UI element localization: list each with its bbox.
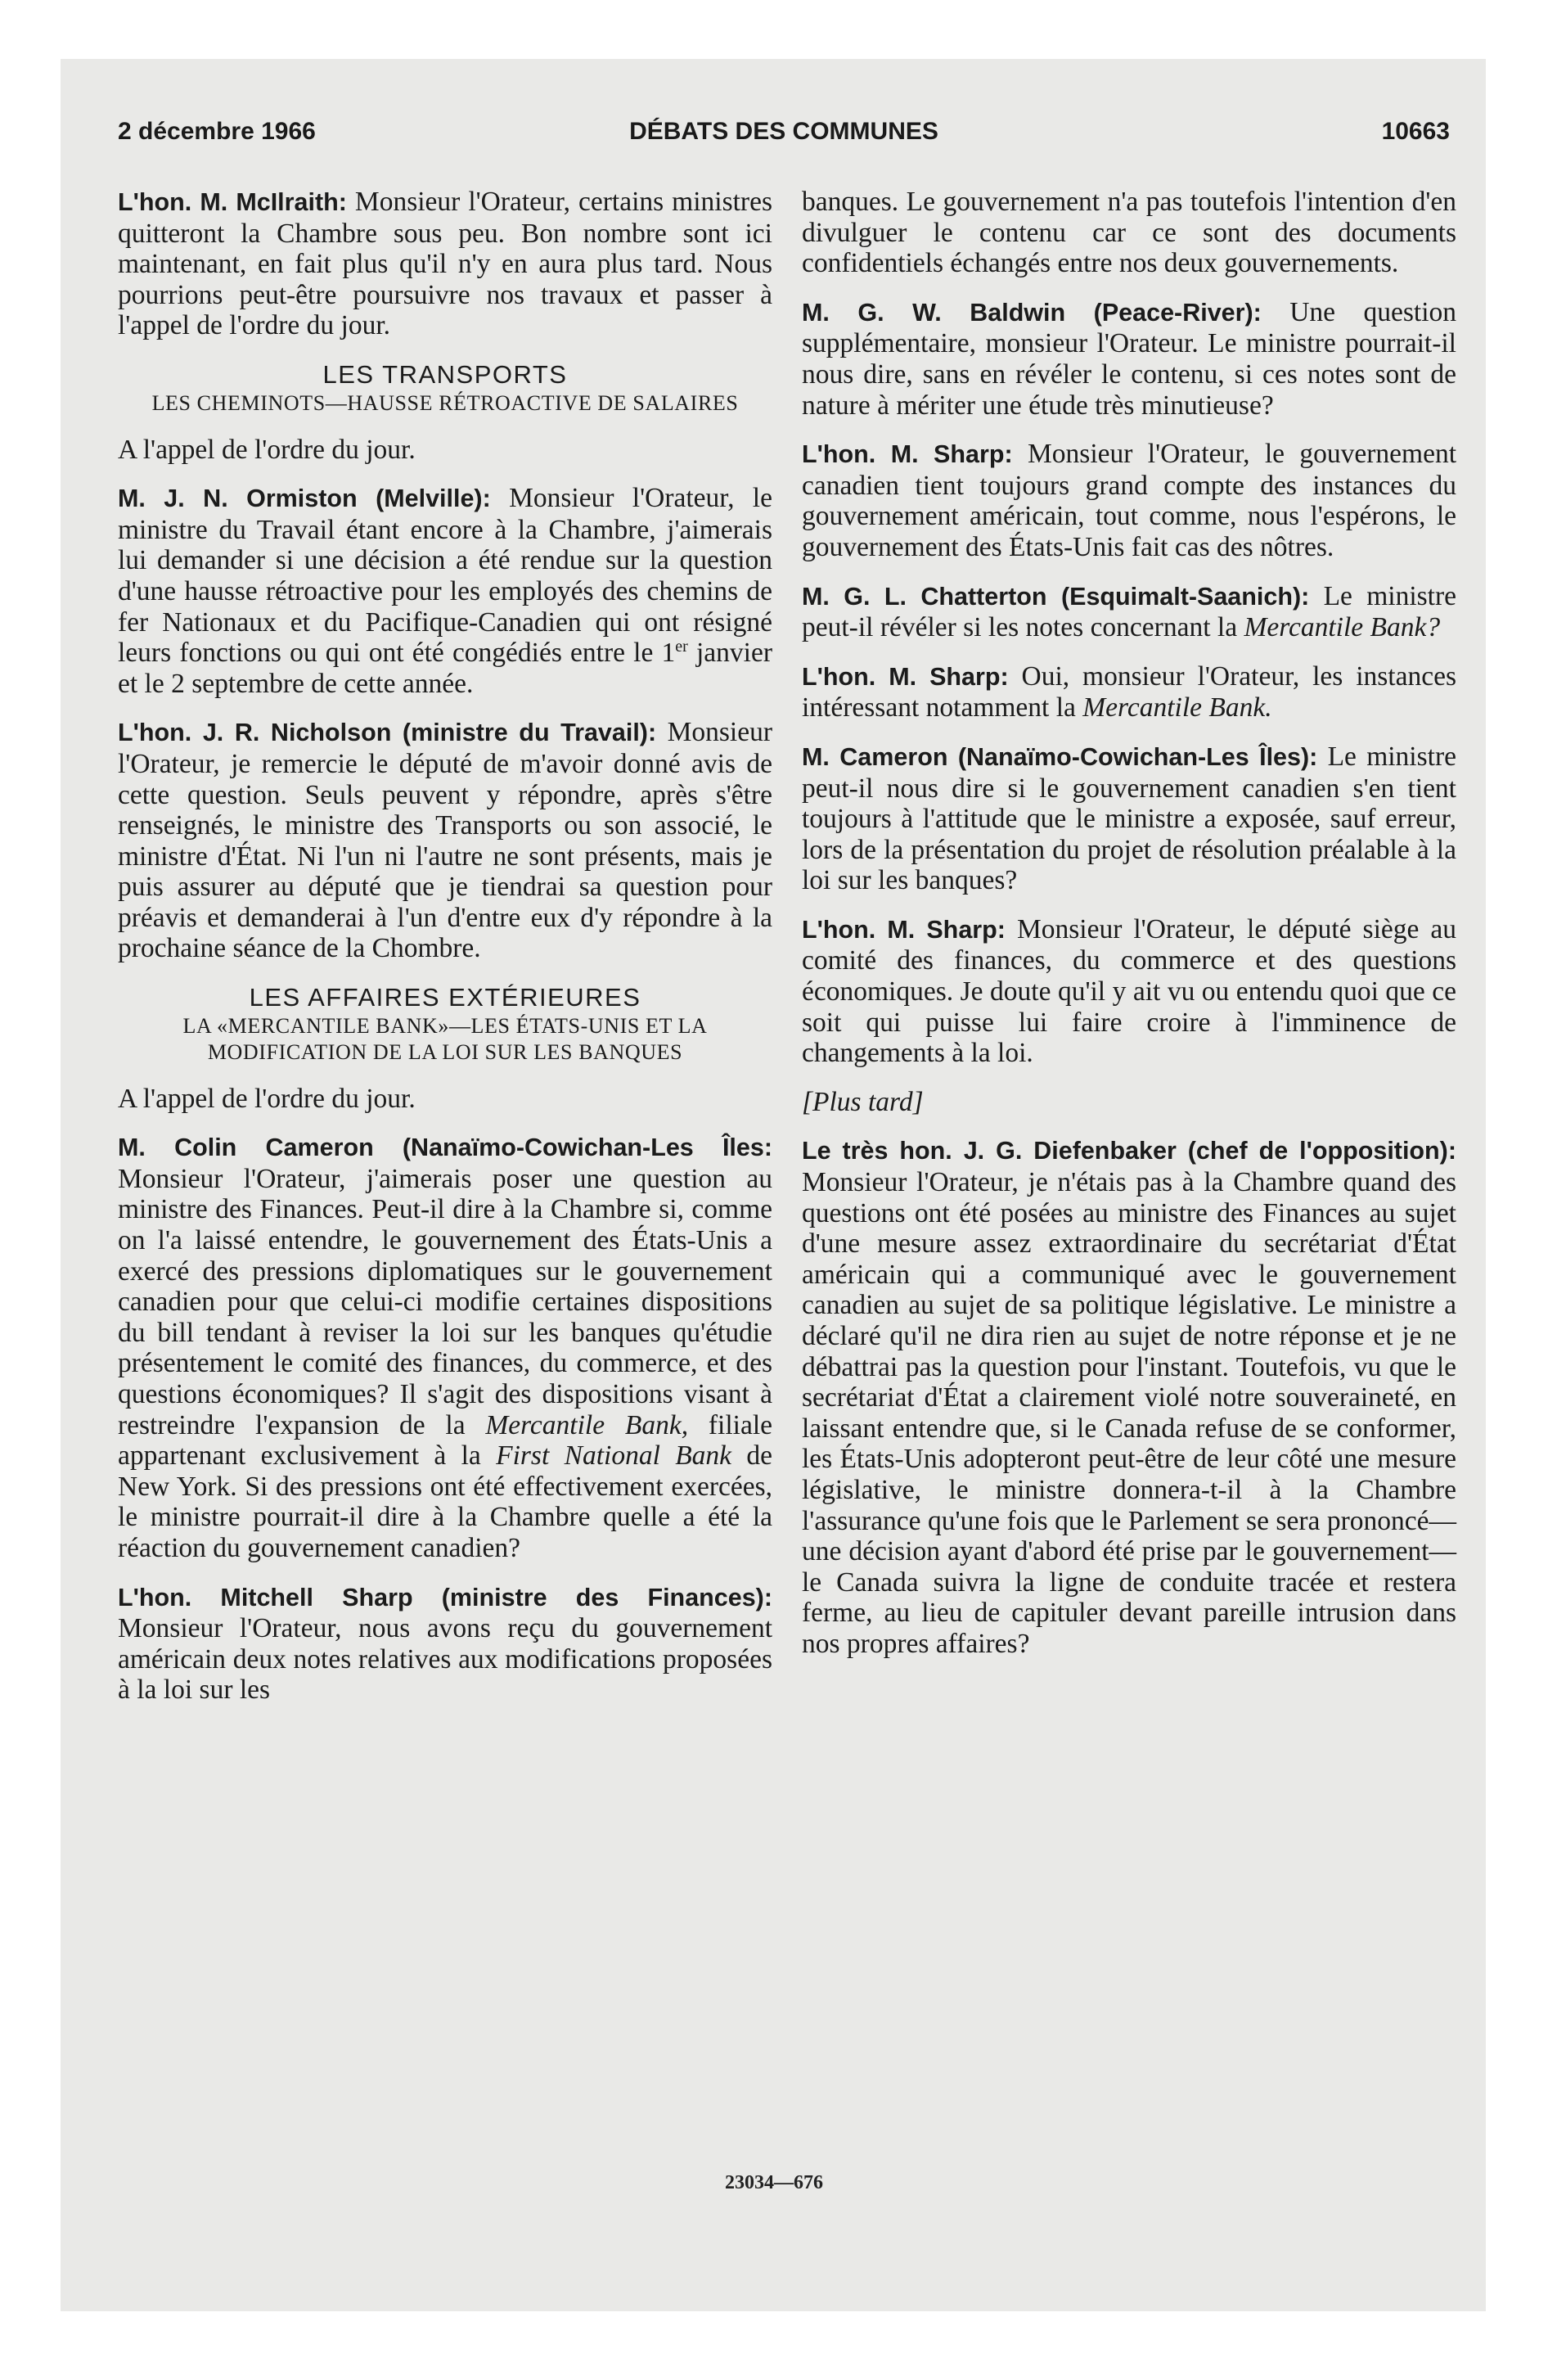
italic-text: Mercantile Bank.: [1082, 692, 1272, 723]
paragraph: A l'appel de l'ordre du jour.: [118, 434, 416, 465]
paragraph: [118, 717, 772, 964]
speaker-name: M. G. W. Baldwin (Peace-River):: [802, 298, 1262, 327]
speaker-name: L'hon. M. Sharp:: [802, 662, 1009, 691]
paragraph: [802, 661, 1456, 723]
section-subtitle: LA «MERCANTILE BANK»—LES ÉTATS-UNIS ET LA MODIFICATION DE LA LOI SUR LES BANQUES: [182, 1013, 708, 1064]
speaker-name: Le très hon. J. G. Diefenbaker (chef de l'opposition):: [802, 1137, 1456, 1165]
speech-text: Monsieur l'Orateur, je n'étais pas à la Chambre quand des questions ont été posées au ministre des Finances au sujet d'une mesure assez extraordinaire du secrétariat d'État américain qui a communiqué avec le gouvernement canadien au sujet de sa politique législative. Le ministre a déclaré qu'il ne dira rien au sujet de notre réponse et je ne débattrai pas la question pour l'instant. Toutefois, vu que le secrétariat d'État a clairement violé notre souveraineté, en laissant entendre que, si le Canada refuse de se conformer, les États-Unis adopteront peut-être de leur côté une mesure législative, le ministre donnera-t-il à la Chambre l'assurance qu'une fois que le Parlement se sera prononcé—une décision ayant d'abord été prise par le gouvernement—le Canada suivra la ligne de conduite tracée et restera ferme, au lieu de capituler devant pareille intrusion dans nos propres affaires?: [802, 1167, 1456, 1659]
paragraph: A l'appel de l'ordre du jour.: [118, 1083, 416, 1114]
speaker-name: L'hon. J. R. Nicholson (ministre du Travail):: [118, 719, 657, 747]
section-subtitle: LES CHEMINOTS—HAUSSE RÉTROACTIVE DE SALAIRES: [151, 390, 739, 415]
speech-text: Monsieur l'Orateur, le ministre du Travail étant encore à la Chambre, j'aimerais lui demander si une décision a été rendue sur la question d'une hausse rétroactive pour les employés des chemins de fer Nationaux et du Pacifique-Canadien qui ont résigné leurs fonctions ou qui ont été congédiés entre le 1: [118, 483, 772, 669]
right-column: [802, 187, 1456, 1660]
superscript: er: [675, 637, 688, 656]
speech-text: Monsieur l'Orateur, je remercie le député de m'avoir donné avis de cette question. Seuls peuvent y répondre, après s'être renseignés, le ministre des Transports ou son associé, le ministre d'État. Ni l'un ni l'autre ne sont présents, mais je puis assurer au député que je tiendrai sa question pour préavis et demanderai à l'un d'entre eux d'y répondre à la prochaine séance de la Chombre.: [118, 717, 773, 964]
paragraph: [802, 1135, 1456, 1659]
header-page-number: 10663: [1381, 118, 1450, 145]
bracket-note: [Plus tard]: [802, 1086, 924, 1117]
speaker-name: L'hon. Mitchell Sharp (ministre des Finances):: [118, 1583, 772, 1611]
header-date: 2 décembre 1966: [118, 118, 316, 145]
speech-text: Monsieur l'Orateur, nous avons reçu du gouvernement américain deux notes relatives aux modifications proposées à la loi sur les: [118, 1613, 772, 1706]
speaker-name: M. Cameron (Nanaïmo-Cowichan-Les Îles):: [802, 742, 1318, 771]
section-title: LES AFFAIRES EXTÉRIEURES: [249, 983, 641, 1012]
italic-text: First National Bank: [496, 1440, 732, 1472]
italic-text: Mercantile Bank,: [485, 1409, 689, 1440]
speaker-name: L'hon. M. McIlraith:: [118, 188, 347, 216]
header-title: DÉBATS DES COMMUNES: [629, 118, 938, 145]
paragraph: [118, 187, 772, 341]
paragraph: [802, 1087, 1456, 1118]
speech-text: Monsieur l'Orateur, le gouvernement canadien tient toujours grand compte des instances du gouvernement américain, tout comme, nous l'espérons, le gouvernement des États-Unis fait cas des nôtres.: [802, 439, 1457, 562]
paragraph: [118, 1582, 772, 1706]
section-title: LES TRANSPORTS: [322, 359, 568, 389]
speech-text: Le ministre peut-il nous dire si le gouvernement canadien s'en tient toujours à l'attitude que le ministre a exposée, sauf erreur, lors de la présentation du projet de résolution préalable à la loi sur les banques?: [802, 741, 1456, 896]
speech-text: Oui, monsieur l'Orateur, les instances intéressant notamment la: [802, 660, 1456, 723]
speech-text: de New York. Si des pressions ont été effectivement exercées, le ministre pourrait-il dire à la Chambre quelle a été la réaction du gouvernement canadien?: [118, 1440, 772, 1563]
speaker-name: M. Colin Cameron (Nanaïmo-Cowichan-Les Îles:: [118, 1134, 772, 1162]
italic-text: Mercantile Bank?: [1244, 612, 1441, 643]
speech-text: janvier et le 2 septembre de cette année.: [118, 638, 772, 699]
speaker-name: L'hon. M. Sharp:: [802, 440, 1013, 469]
speech-text: filiale appartenant exclusivement à la: [118, 1409, 773, 1472]
paragraph: [802, 297, 1456, 421]
paragraph: [118, 483, 772, 699]
left-column: [118, 187, 772, 1706]
speech-text: Monsieur l'Orateur, le député siège au comité des finances, du commerce et des questions économiques. Je doute qu'il y ait vu ou entendu quoi que ce soit qui puisse lui faire croire à l'imminence de changements à la loi.: [802, 913, 1456, 1069]
paragraph: banques. Le gouvernement n'a pas toutefois l'intention d'en divulguer le contenu car ce sont des documents confidentiels échangés entre nos deux gouvernements.: [802, 187, 1456, 279]
speech-text: Monsieur l'Orateur, j'aimerais poser une question au ministre des Finances. Peut-il dire à la Chambre si, comme on l'a laissé entendre, le gouvernement des États-Unis a exercé des pressions diplomatiques sur le gouvernement canadien pour que celui-ci modifie certaines dispositions du bill tendant à reviser la loi sur les banques qu'étudie présentement le comité des finances, du commerce, et des questions économiques? Il s'agit des dispositions visant à restreindre l'expansion de la: [118, 1163, 772, 1440]
paragraph: [802, 581, 1456, 643]
footer-code: 23034—676: [725, 2172, 823, 2193]
paragraph: [802, 439, 1456, 562]
speech-text: Monsieur l'Orateur, certains ministres quitteront la Chambre sous peu. Bon nombre sont ici maintenant, en fait plus qu'il n'y en aura plus tard. Nous pourrions peut-être poursuivre nos travaux et passer à l'appel de l'ordre du jour.: [118, 187, 772, 341]
paragraph: [802, 914, 1456, 1069]
speech-text: Une question supplémentaire, monsieur l'Orateur. Le ministre pourrait-il nous dire, sans en révéler le contenu, si ces notes sont de nature à mériter une étude très minutieuse?: [802, 296, 1456, 421]
speaker-name: M. J. N. Ormiston (Melville):: [118, 485, 491, 513]
page-header: [118, 118, 1450, 154]
speaker-name: M. G. L. Chatterton (Esquimalt-Saanich):: [802, 582, 1310, 611]
speech-text: Le ministre peut-il révéler si les notes concernant la: [802, 580, 1457, 643]
paragraph: [118, 1132, 772, 1563]
paragraph: [802, 741, 1456, 896]
speaker-name: L'hon. M. Sharp:: [802, 915, 1006, 944]
